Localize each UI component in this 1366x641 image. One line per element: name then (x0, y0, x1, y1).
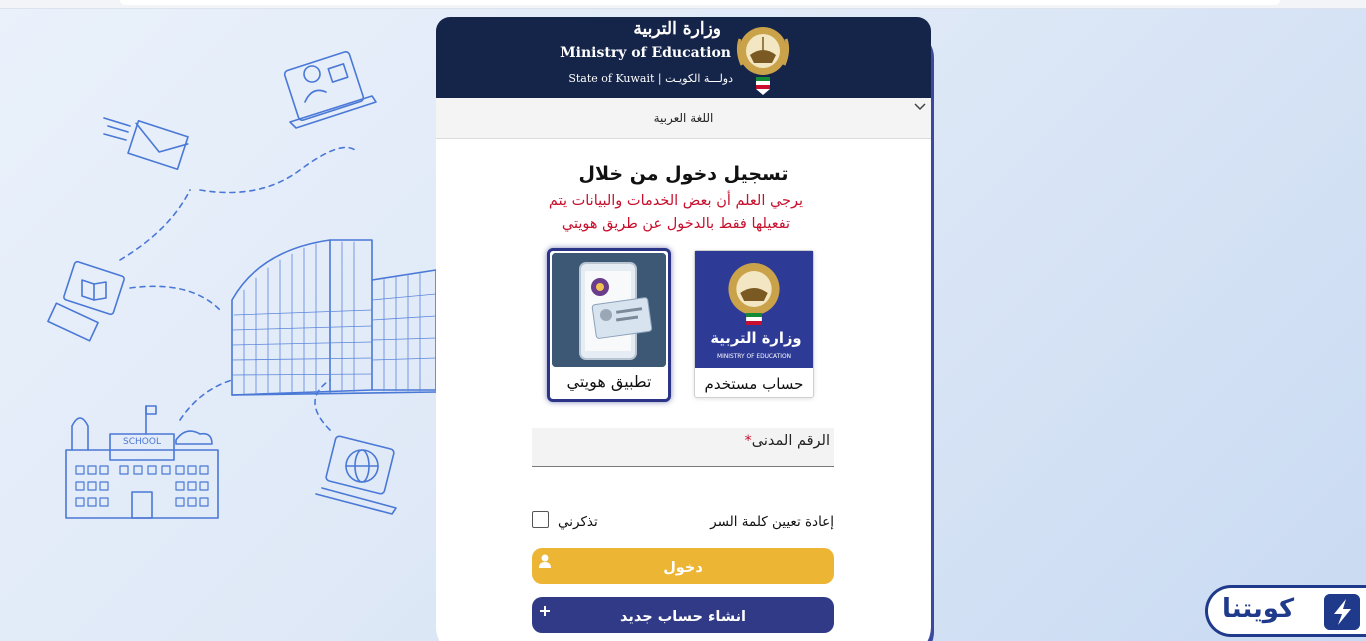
login-button[interactable] (532, 548, 834, 584)
ministry-header (436, 17, 931, 98)
laptop-person-icon (284, 51, 376, 128)
background-illustration (0, 30, 440, 550)
state-en: State of Kuwait (568, 72, 655, 85)
lightning-icon (1324, 594, 1360, 630)
notice-line-1: يرجي العلم أن بعض الخدمات والبيانات يتم (548, 193, 804, 209)
option-logo-en: MINISTRY OF EDUCATION (717, 352, 791, 361)
school-sign-text: SCHOOL (123, 437, 161, 447)
option-user-label: حساب مستخدم (704, 375, 804, 393)
ministry-name-ar: وزارة التربية (633, 19, 721, 39)
building-icon (232, 240, 436, 395)
option-user-account[interactable] (694, 250, 814, 398)
browser-top-strip (0, 0, 1366, 9)
top-strip-inner (120, 0, 1280, 5)
globe-laptop-icon (316, 435, 396, 514)
language-selector[interactable] (436, 98, 931, 139)
login-button-label: دخول (663, 560, 703, 576)
register-button-label: انشاء حساب جديد (620, 609, 746, 625)
ministry-name-en: Ministry of Education (560, 45, 731, 61)
reset-password-link[interactable]: إعادة تعيين كلمة السر (710, 514, 834, 530)
option-hawyti-app[interactable] (547, 248, 671, 402)
user-icon (538, 554, 552, 570)
notice-line-2: تفعيلها فقط بالدخول عن طريق هويتي (561, 216, 791, 232)
option-logo-ar: وزارة التربية (710, 328, 802, 348)
state-line (568, 72, 733, 85)
civil-id-label (745, 433, 830, 449)
civil-id-input[interactable] (532, 428, 834, 467)
envelope-icon (104, 118, 189, 169)
watermark-logo (1205, 585, 1366, 637)
state-separator: | (657, 72, 666, 85)
monitor-book-icon (48, 261, 125, 341)
login-title: تسجيل دخول من خلال (578, 163, 789, 185)
register-button[interactable] (532, 597, 834, 633)
remember-me-checkbox[interactable] (532, 511, 549, 528)
language-label: اللغة العربية (653, 111, 714, 125)
required-star: * (744, 433, 752, 449)
school-icon (66, 406, 218, 518)
ministry-logo-icon (695, 251, 813, 368)
plus-icon (538, 603, 552, 619)
kuwait-emblem-icon (734, 17, 792, 98)
remember-me-label: تذكرني (558, 514, 598, 530)
login-card (436, 17, 931, 641)
state-ar: دولـــة الكويـت (665, 72, 733, 85)
civil-id-label-text: الرقم المدنى (751, 433, 830, 449)
watermark-text: كويتنا (1222, 594, 1295, 624)
chevron-down-icon[interactable] (913, 102, 927, 112)
hawyti-app-icon (552, 253, 666, 367)
option-hawyti-label: تطبيق هويتي (566, 372, 652, 391)
